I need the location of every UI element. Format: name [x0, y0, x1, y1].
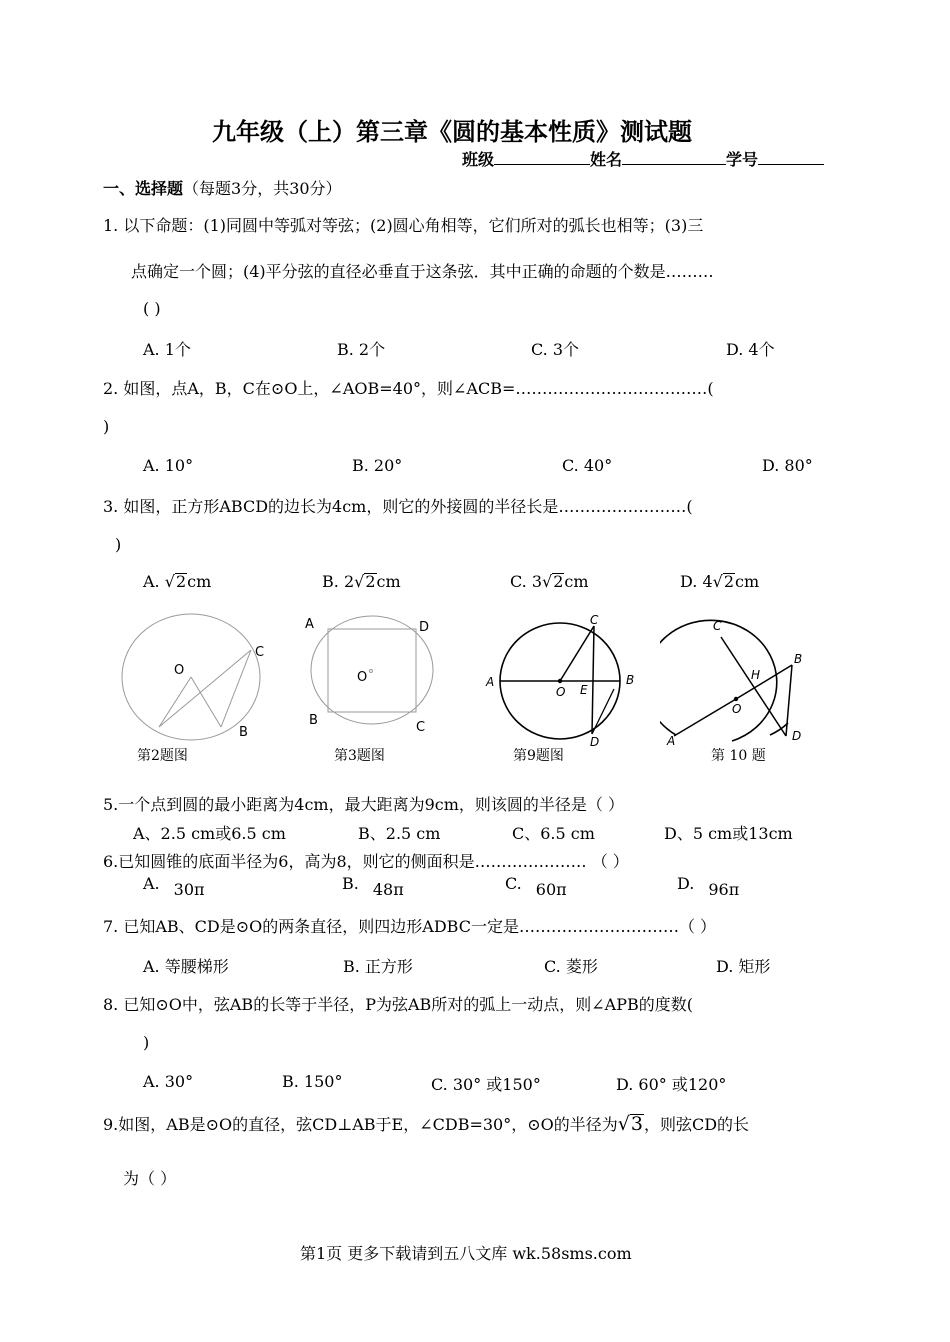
figure-9 — [482, 610, 642, 750]
q5-option-b[interactable]: B、2.5 cm — [358, 824, 441, 843]
q1-line1: 1. 以下命题：(1)同圆中等弧对等弦；(2)圆心角相等，它们所对的弧长也相等；(3)三 — [103, 216, 704, 235]
q5-line1: 5.一个点到圆的最小距离为4cm，最大距离为9cm，则该圆的半径是（ ） — [103, 795, 624, 814]
id-blank[interactable] — [758, 150, 824, 165]
fig10-bd — [786, 665, 792, 736]
q9-line2: 为（ ） — [123, 1169, 177, 1188]
fig9-chord-cd — [592, 626, 594, 734]
q3-option-a[interactable]: A. √2cm — [143, 572, 212, 591]
fig2-ac — [159, 650, 251, 727]
q8-option-b[interactable]: B. 150° — [282, 1072, 343, 1091]
fig10-label-d: D — [792, 729, 802, 743]
q6-option-d[interactable]: D. 96π — [677, 874, 740, 899]
fig2-caption: 第2题图 — [137, 748, 188, 764]
q2-option-a[interactable]: A. 10° — [143, 456, 194, 475]
q3-line1: 3. 如图，正方形ABCD的边长为4cm，则它的外接圆的半径长是……………………( — [103, 497, 693, 516]
fig9-label-c: C — [590, 613, 599, 627]
fig10-label-o: O — [732, 702, 742, 716]
q5-option-a[interactable]: A、2.5 cm或6.5 cm — [133, 824, 286, 843]
class-blank[interactable] — [494, 150, 590, 165]
fig10-ob — [736, 665, 792, 699]
q9-line1: 9.如图，AB是⊙O的直径，弦CD⊥AB于E，∠CDB=30°，⊙O的半径为√3，则弦CD的长 — [103, 1113, 750, 1135]
fig9-oc — [560, 626, 594, 681]
fig10-oa — [674, 699, 736, 736]
q8-line1: 8. 已知⊙O中，弦AB的长等于半径，P为弦AB所对的弧上一动点，则∠APB的度数( — [103, 995, 693, 1014]
fig9-label-b: B — [626, 673, 635, 687]
fig2-ob — [191, 677, 221, 727]
q5-option-d[interactable]: D、5 cm或13cm — [664, 824, 793, 843]
q6-line1: 6.已知圆锥的底面半径为6，高为8，则它的侧面积是………………… （ ） — [103, 852, 629, 871]
q6-option-a[interactable]: A. 30π — [143, 874, 205, 899]
fig9-label-a: A — [486, 675, 495, 689]
q1-option-c[interactable]: C. 3个 — [531, 340, 580, 359]
fig10-label-h: H — [751, 668, 761, 682]
q2-line2: ) — [103, 417, 110, 436]
fig2-bc — [221, 650, 251, 727]
fig2-label-o: O — [174, 663, 185, 678]
figure-10 — [660, 615, 820, 745]
fig10-label-c: C — [713, 619, 722, 633]
q7-option-a[interactable]: A. 等腰梯形 — [143, 957, 229, 976]
fig9-center — [558, 679, 562, 683]
fig3-label-b: B — [309, 713, 318, 728]
section-title: 一、选择题 — [103, 179, 184, 198]
q7-line1: 7. 已知AB、CD是⊙O的两条直径，则四边形ADBC一定是…………………………（ ） — [103, 917, 717, 936]
q2-option-d[interactable]: D. 80° — [762, 456, 813, 475]
fig10-center — [734, 697, 738, 701]
q8-option-c[interactable]: C. 30° 或150° — [431, 1075, 541, 1094]
q1-answer-blank: ( ) — [143, 299, 161, 318]
q1-option-a[interactable]: A. 1个 — [143, 340, 191, 359]
q3-option-b[interactable]: B. 2√2cm — [322, 572, 401, 591]
q3-line2: ) — [115, 535, 122, 554]
q7-option-b[interactable]: B. 正方形 — [343, 957, 413, 976]
q6-option-b[interactable]: B. 48π — [342, 874, 404, 899]
q8-option-d[interactable]: D. 60° 或120° — [616, 1075, 727, 1094]
fig2-oa — [159, 677, 191, 727]
q1-option-b[interactable]: B. 2个 — [337, 340, 386, 359]
fig3-label-o: O — [357, 670, 368, 685]
q5-option-c[interactable]: C、6.5 cm — [512, 824, 595, 843]
q3-option-d[interactable]: D. 4√2cm — [680, 572, 760, 591]
q6-option-c[interactable]: C. 60π — [505, 874, 567, 899]
fig2-label-c: C — [255, 645, 265, 660]
section-heading — [103, 176, 342, 199]
fig10-caption: 第 10 题 — [711, 748, 766, 764]
fig10-label-a: A — [667, 734, 676, 745]
fig3-center — [370, 670, 373, 673]
fig9-label-o: O — [556, 685, 566, 699]
fig9-label-d: D — [590, 735, 600, 749]
fig9-label-e: E — [580, 683, 588, 697]
q1-option-d[interactable]: D. 4个 — [726, 340, 775, 359]
fig10-label-b: B — [794, 652, 803, 666]
figure-3 — [300, 612, 450, 742]
fig3-caption: 第3题图 — [334, 748, 385, 764]
q7-option-d[interactable]: D. 矩形 — [716, 957, 771, 976]
q7-option-c[interactable]: C. 菱形 — [544, 957, 598, 976]
id-label: 学号 — [726, 150, 759, 169]
page-footer: 第1页 更多下载请到五八文库 wk.58sms.com — [300, 1244, 632, 1263]
fig2-label-b: B — [239, 725, 248, 740]
q3-option-c[interactable]: C. 3√2cm — [510, 572, 589, 591]
figure-2 — [110, 612, 280, 742]
name-label: 姓名 — [590, 150, 623, 169]
q2-line1: 2. 如图，点A，B，C在⊙O上，∠AOB=40°，则∠ACB=………………………………( — [103, 379, 714, 398]
q8-option-a[interactable]: A. 30° — [143, 1072, 194, 1091]
q8-line2: ) — [143, 1033, 150, 1052]
fig3-label-c: C — [416, 720, 426, 735]
fig3-label-a: A — [305, 617, 314, 632]
fig3-label-d: D — [419, 620, 430, 635]
name-blank[interactable] — [622, 150, 726, 165]
class-label: 班级 — [462, 150, 495, 169]
student-info — [462, 147, 824, 170]
section-note: （每题3分，共30分） — [183, 179, 342, 198]
page-title: 九年级（上）第三章《圆的基本性质》测试题 — [212, 118, 692, 146]
q2-option-b[interactable]: B. 20° — [352, 456, 403, 475]
fig9-caption: 第9题图 — [513, 748, 564, 764]
q1-line2: 点确定一个圆；(4)平分弦的直径必垂直于这条弦．其中正确的命题的个数是……… — [131, 262, 714, 281]
q2-option-c[interactable]: C. 40° — [562, 456, 613, 475]
